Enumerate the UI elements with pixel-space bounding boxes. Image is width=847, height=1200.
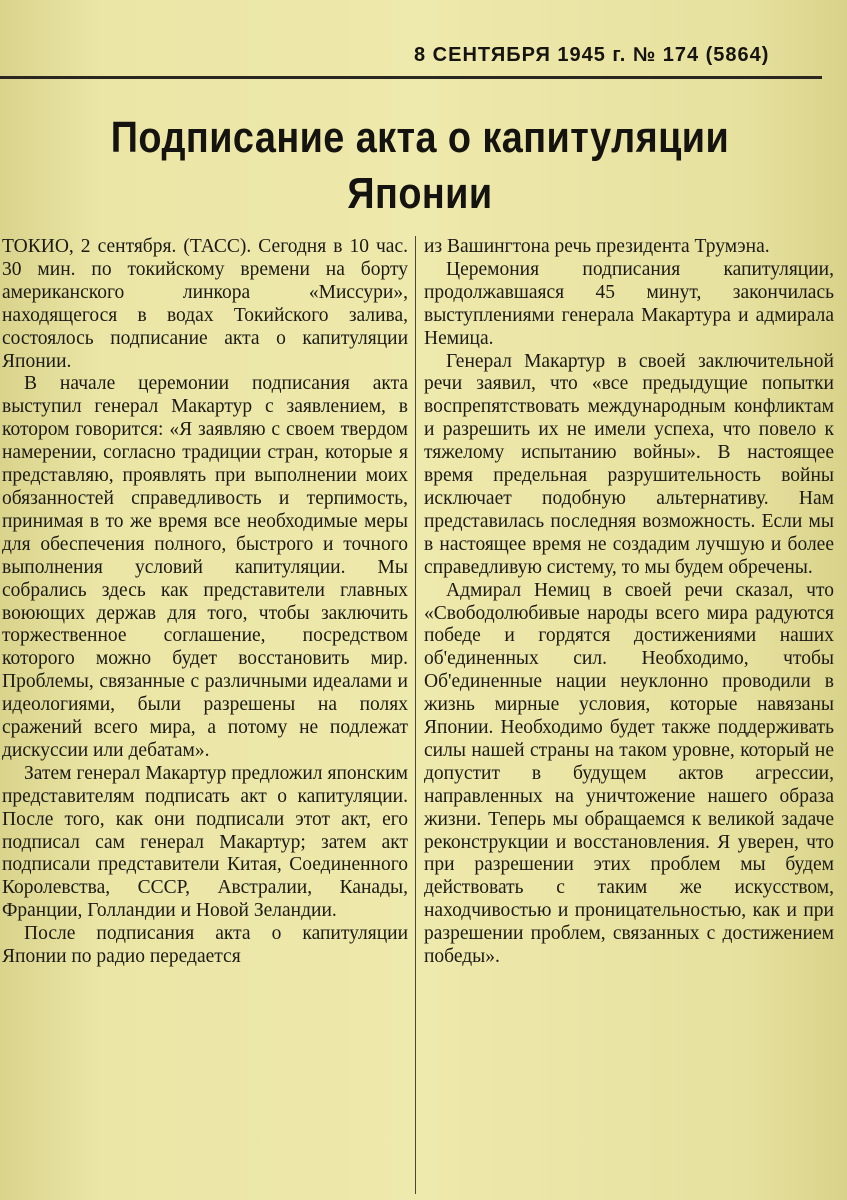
right-column — [424, 236, 834, 969]
article-headline: Подписание акта о капитуляции Японии — [110, 113, 730, 218]
paragraph: Затем генерал Макартур предложил японским представителям подписать акт о капитуляции. После того, как они подписали этот акт, его подписал сам генерал Макартур; затем акт подписали представители Китая, Соединенного Королевства, СССР, Австралии, Канады, Франции, Голландии и Новой Зеландии. — [2, 762, 408, 922]
left-column — [2, 236, 408, 969]
paragraph: После подписания акта о капитуляции Японии по радио передается — [2, 923, 408, 968]
column-divider — [415, 236, 416, 1194]
paragraph: Генерал Макартур в своей заключительной речи заявил, что «все предыдущие попытки воспрепятствовать международным конфликтам и разрешить их не имели успеха, что повело к тяжелому испытанию войны». В настоящее время предельная разрушительность войны исключает подобную альтернативу. Нам представилась последняя возможность. Если мы в настоящее время не создадим лучшую и более справедливую систему, то мы будем обречены. — [424, 350, 834, 578]
paragraph: Церемония подписания капитуляции, продолжавшаяся 45 минут, закончилась выступлениями генерала Макартура и адмирала Немица. — [424, 258, 834, 349]
paragraph: В начале церемонии подписания акта выступил генерал Макартур с заявлением, в котором говорится: «Я заявляю с своем твердом намерении, согласно традиции стран, которые я представляю, проявлять при выполнении моих обязанностей справедливость и терпимость, принимая в то же время все необходимые меры для обеспечения полного, быстрого и точного выполнения условий капитуляции. Мы собрались здесь как представители главных воюющих держав для того, чтобы заключить торжественное соглашение, посредством которого можно будет восстановить мир. Проблемы, связанные с различными идеалами и идеологиями, были разрешены на полях сражений всего мира, а потому не подлежат дискуссии или дебатам». — [2, 373, 408, 761]
dateline: 8 СЕНТЯБРЯ 1945 г. № 174 (5864) — [414, 44, 770, 66]
paragraph: ТОКИО, 2 сентября. (ТАСС). Сегодня в 10 час. 30 мин. по токийскому времени на борту американского линкора «Миссури», находящегося в водах Токийского залива, состоялось подписание акта о капитуляции Японии. — [2, 236, 408, 372]
paragraph: из Вашингтона речь президента Трумэна. — [424, 236, 770, 257]
header-rule — [0, 76, 822, 79]
paragraph: Адмирал Немиц в своей речи сказал, что «Свободолюбивые народы всего мира радуются победе и гордятся достижениями наших об'единенных сил. Необходимо, чтобы Об'единенные нации неуклонно проводили в жизнь мирные условия, которые навязаны Японии. Необходимо будет также поддерживать силы нашей страны на таком уровне, который не допустит в будущем актов агрессии, направленных на уничтожение нашего образа жизни. Теперь мы обращаемся к великой задаче реконструкции и восстановления. Я уверен, что при разрешении этих проблем мы будем действовать с таким же искусством, находчивостью и проницательностью, как и при разрешении проблем, связанных с достижением победы». — [424, 579, 834, 968]
